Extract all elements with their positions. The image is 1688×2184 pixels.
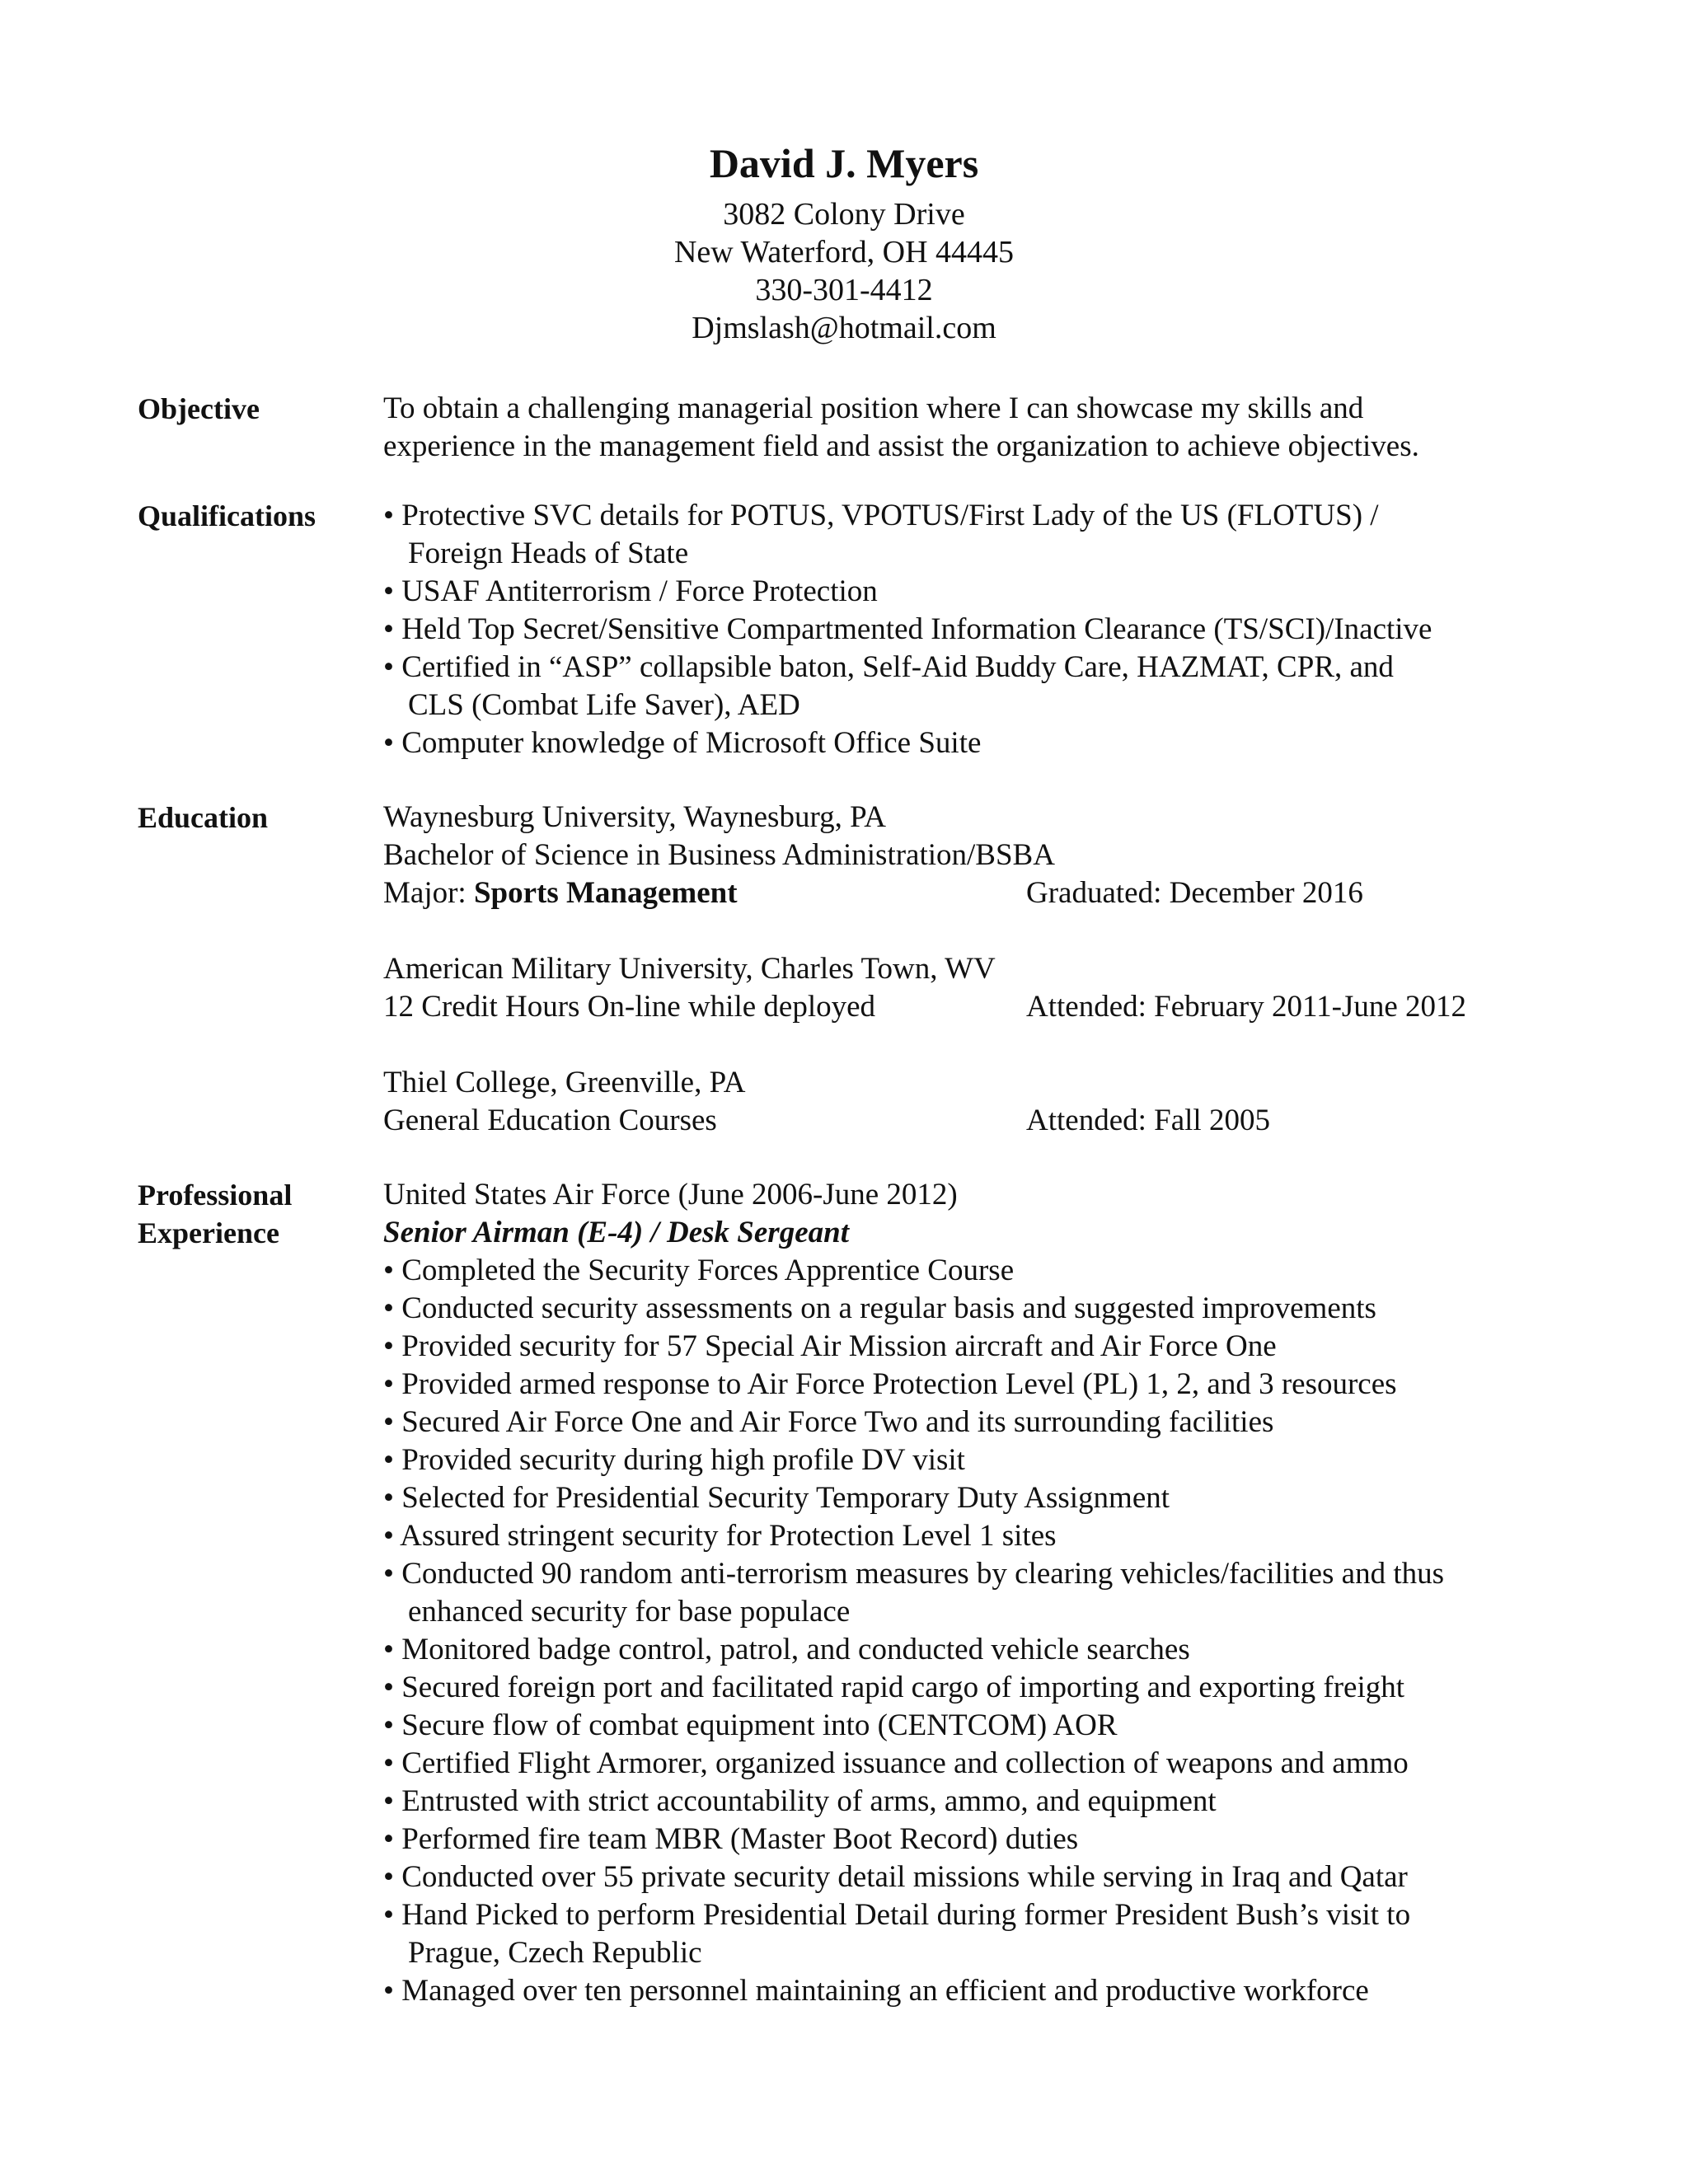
experience-bullet: • Certified Flight Armorer, organized issuance and collection of weapons and ammo <box>383 1746 1409 1780</box>
experience-bullet-continued: enhanced security for base populace <box>408 1595 851 1629</box>
school-name: American Military University, Charles Town, WV <box>383 952 996 986</box>
experience-label-line-1: Professional <box>138 1179 293 1212</box>
education-entry <box>383 1064 1537 1140</box>
experience-bullet: • Assured stringent security for Protection Level 1 sites <box>383 1519 1057 1553</box>
experience-bullet: • Secured Air Force One and Air Force Two and its surrounding facilities <box>383 1405 1274 1439</box>
graduation-date: Graduated: December 2016 <box>1026 876 1363 910</box>
experience-label-line-2: Experience <box>138 1216 279 1249</box>
qualification-item: • Held Top Secret/Sensitive Compartmented Information Clearance (TS/SCI)/Inactive <box>383 612 1432 646</box>
experience-label <box>138 1176 377 1252</box>
objective-label: Objective <box>138 392 260 425</box>
objective-body <box>383 390 1537 466</box>
experience-body <box>383 1176 1537 2010</box>
address-line-2: New Waterford, OH 44445 <box>673 235 1015 269</box>
experience-bullet-list <box>383 1252 1537 2010</box>
experience-bullet: • Completed the Security Forces Apprentice Course <box>383 1254 1015 1287</box>
experience-bullet: • Secured foreign port and facilitated rapid cargo of importing and exporting freight <box>383 1671 1405 1704</box>
qualification-item: • Computer knowledge of Microsoft Office Suite <box>383 726 982 760</box>
school-name: Waynesburg University, Waynesburg, PA <box>383 800 886 834</box>
experience-bullet: • Conducted security assessments on a regular basis and suggested improvements <box>383 1291 1376 1325</box>
experience-bullet: • Monitored badge control, patrol, and conducted vehicle searches <box>383 1633 1190 1666</box>
address-line-1: 3082 Colony Drive <box>723 197 965 232</box>
experience-bullet: • Performed fire team MBR (Master Boot Record) duties <box>383 1822 1079 1856</box>
attendance-dates: Attended: Fall 2005 <box>1026 1104 1270 1137</box>
experience-bullet: • Secure flow of combat equipment into (CENTCOM) AOR <box>383 1708 1118 1742</box>
experience-bullet: • Provided security for 57 Special Air Mission aircraft and Air Force One <box>383 1329 1277 1363</box>
objective-line: experience in the management field and assist the organization to achieve objectives. <box>383 429 1419 463</box>
experience-bullet: • Selected for Presidential Security Temporary Duty Assignment <box>383 1481 1170 1515</box>
employer-name: United States Air Force (June 2006-June 2012) <box>383 1178 958 1212</box>
experience-bullet: • Conducted over 55 private security detail missions while serving in Iraq and Qatar <box>383 1860 1408 1894</box>
experience-bullet: • Provided armed response to Air Force Protection Level (PL) 1, 2, and 3 resources <box>383 1367 1397 1401</box>
phone-number: 330-301-4412 <box>755 273 933 307</box>
school-name: Thiel College, Greenville, PA <box>383 1066 746 1099</box>
education-detail-row <box>383 988 1537 1026</box>
experience-bullet: • Conducted 90 random anti-terrorism measures by clearing vehicles/facilities and thus <box>383 1557 1445 1591</box>
experience-bullet-continued: Prague, Czech Republic <box>408 1936 702 1970</box>
qualification-item: • Protective SVC details for POTUS, VPOTUS/First Lady of the US (FLOTUS) / <box>383 499 1379 532</box>
job-title: Senior Airman (E-4) / Desk Sergeant <box>383 1216 849 1249</box>
degree-name: Bachelor of Science in Business Administration/BSBA <box>383 838 1055 872</box>
qualification-item: • Certified in “ASP” collapsible baton, Self-Aid Buddy Care, HAZMAT, CPR, and <box>383 650 1394 684</box>
education-list <box>383 799 1537 1178</box>
qualification-item-continued: CLS (Combat Life Saver), AED <box>408 688 800 722</box>
major-prefix: Major: <box>383 876 474 910</box>
major-name: Sports Management <box>473 876 738 910</box>
candidate-name: David J. Myers <box>709 140 979 186</box>
attendance-dates: Attended: February 2011-June 2012 <box>1026 990 1466 1024</box>
education-entry <box>383 950 1537 1026</box>
education-label: Education <box>138 801 269 834</box>
email-address: Djmslash@hotmail.com <box>692 311 996 345</box>
study-detail: 12 Credit Hours On-line while deployed <box>383 990 876 1024</box>
qualification-item: • USAF Antiterrorism / Force Protection <box>383 574 878 608</box>
experience-bullet: • Managed over ten personnel maintaining an efficient and productive workforce <box>383 1974 1369 2008</box>
qualifications-label: Qualifications <box>138 499 316 532</box>
experience-bullet: • Entrusted with strict accountability of arms, ammo, and equipment <box>383 1784 1217 1818</box>
qualification-item-continued: Foreign Heads of State <box>408 537 689 570</box>
experience-bullet: • Hand Picked to perform Presidential Detail during former President Bush’s visit to <box>383 1898 1411 1932</box>
qualifications-list <box>383 497 1537 762</box>
education-detail-row <box>383 874 1537 912</box>
resume-header <box>0 136 1688 347</box>
education-entry <box>383 799 1537 912</box>
education-detail-row <box>383 1102 1537 1140</box>
objective-line: To obtain a challenging managerial position where I can showcase my skills and <box>383 391 1364 425</box>
study-detail: General Education Courses <box>383 1104 717 1137</box>
experience-bullet: • Provided security during high profile DV visit <box>383 1443 965 1477</box>
